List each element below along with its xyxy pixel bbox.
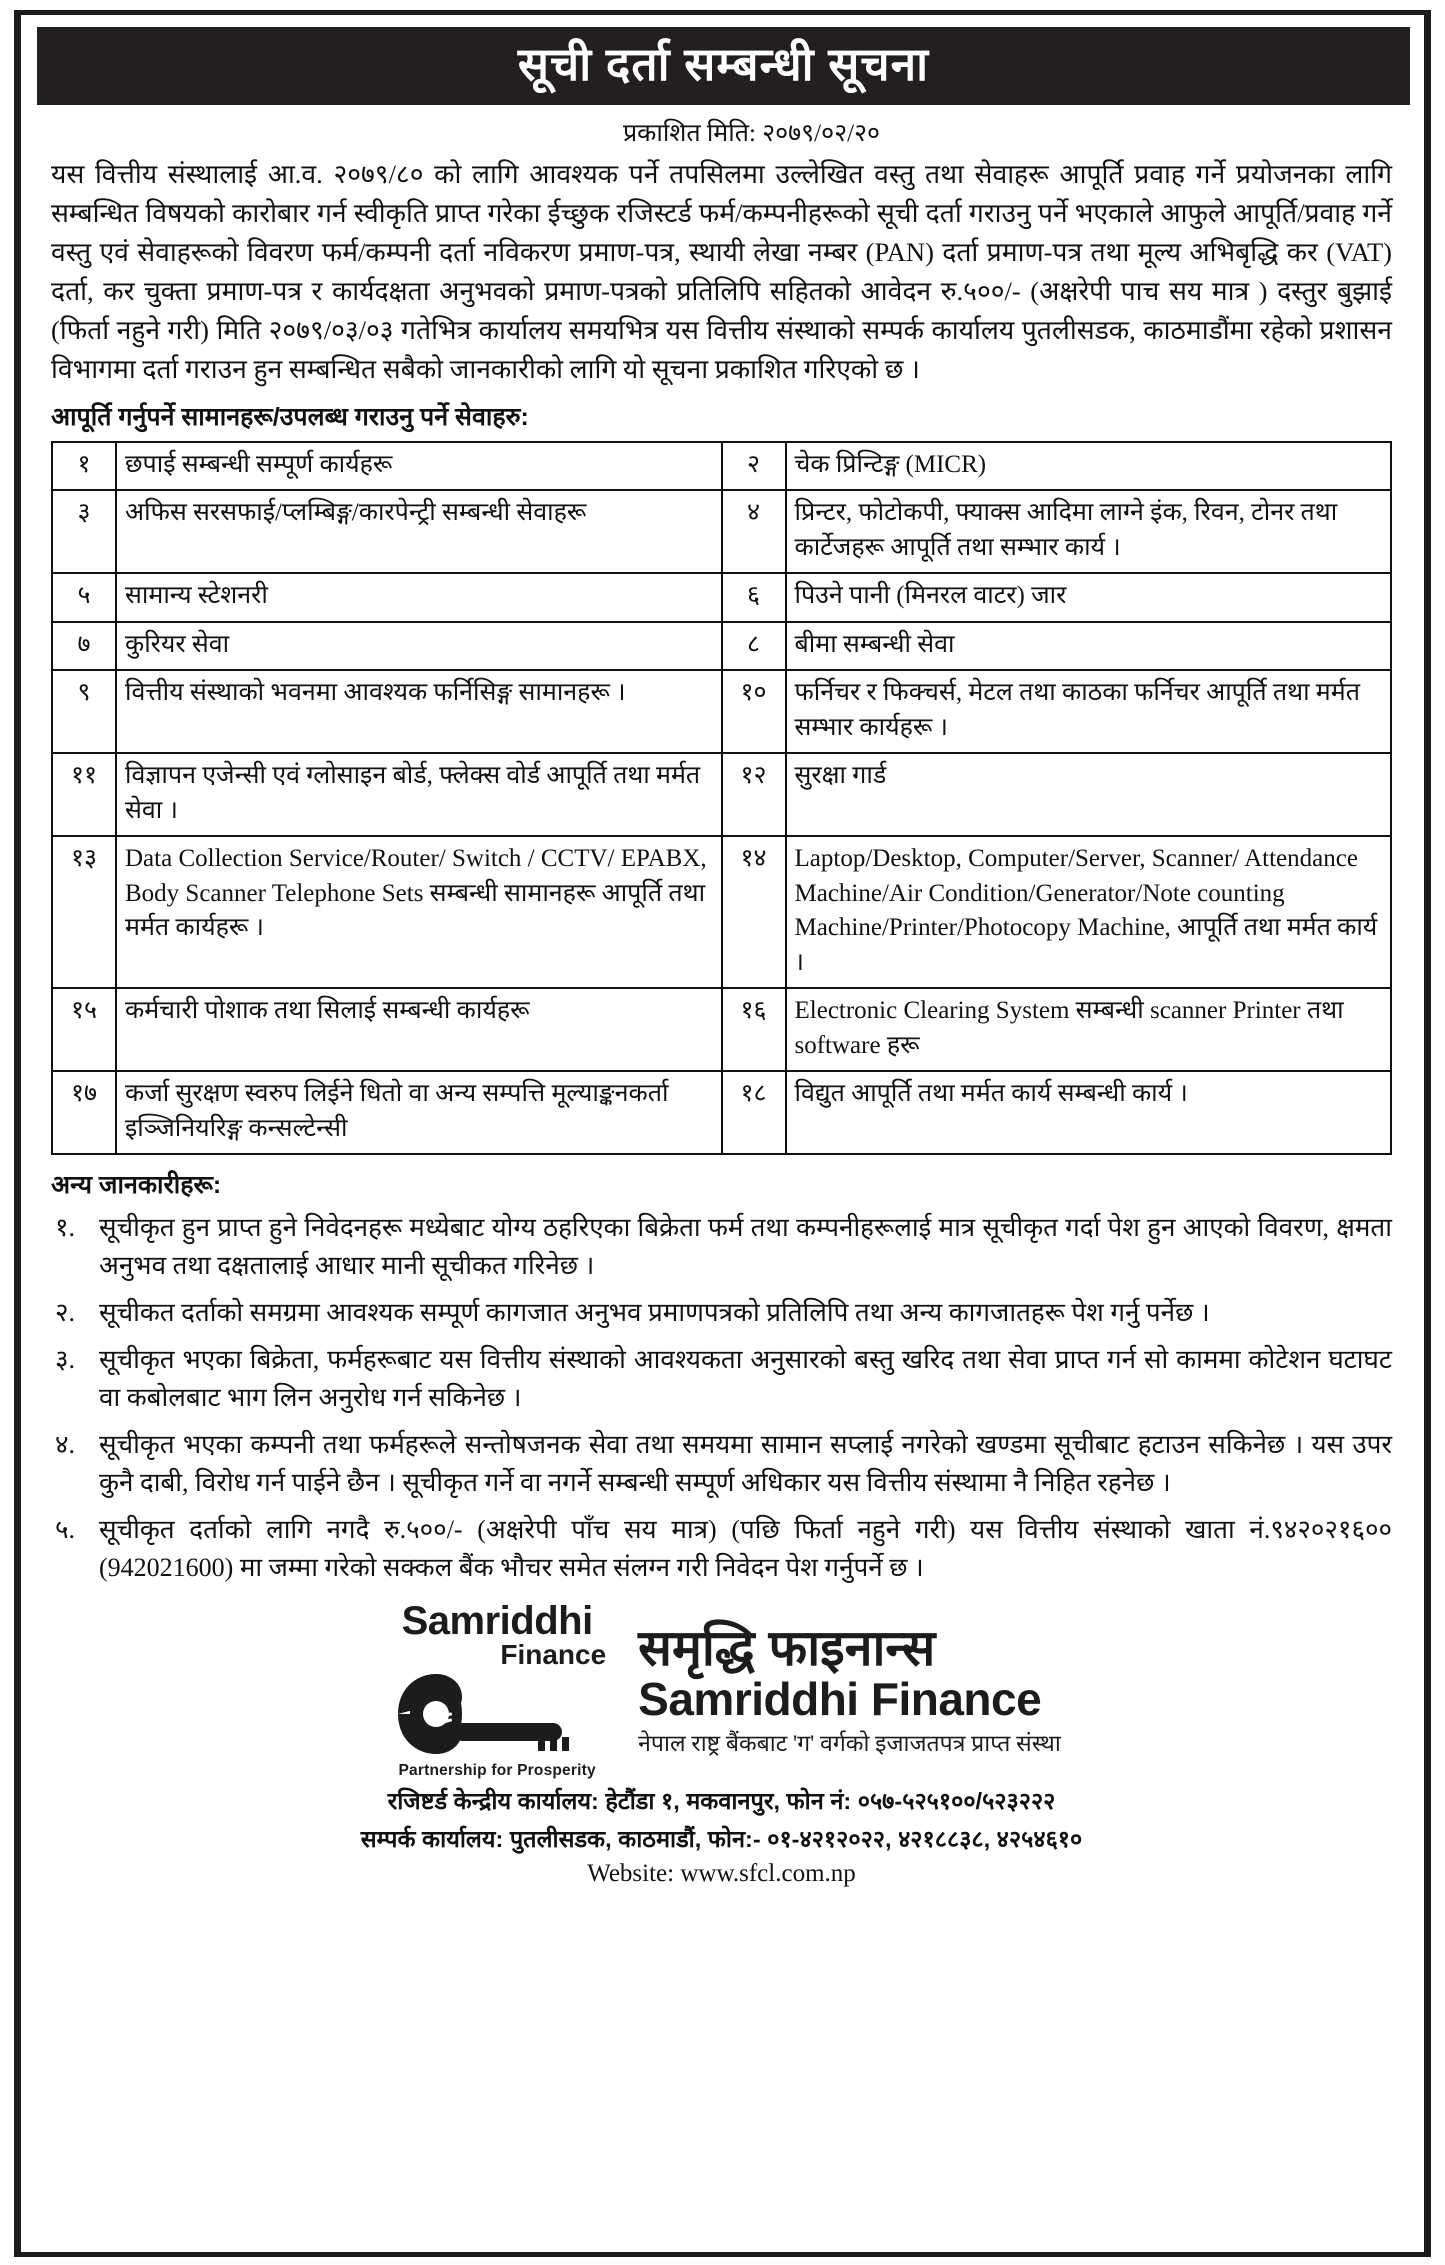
item-number: १४ xyxy=(722,836,786,988)
brand-license-note: नेपाल राष्ट्र बैंकबाट 'ग' वर्गको इजाजतपत्र प्राप्त संस्था xyxy=(638,1730,1061,1756)
table-row xyxy=(52,836,1391,988)
brand-row xyxy=(45,1598,1398,1779)
item-description: सुरक्षा गार्ड xyxy=(786,753,1392,836)
item-description: अफिस सरसफाई/प्लम्बिङ्ग/कारपेन्ट्री सम्बन्धी सेवाहरू xyxy=(116,490,722,573)
table-row xyxy=(52,573,1391,622)
list-item-marker: २. xyxy=(55,1298,76,1328)
item-description: विद्युत आपूर्ति तथा मर्मत कार्य सम्बन्धी कार्य । xyxy=(786,1071,1392,1154)
list-item-text: सूचीकृत हुन प्राप्त हुने निवेदनहरू मध्येबाट योग्य ठहरिएका बिक्रेता फर्म तथा कम्पनीहरूलाई मात्र सूचीकृत गर्दा पेश हुन आएको विवरण, क्षमता अनुभव तथा दक्षतालाई आधार मानी सूचीकत गरिनेछ । xyxy=(99,1213,1392,1281)
item-number: १३ xyxy=(52,836,116,988)
list-item xyxy=(51,1341,1392,1417)
table-row xyxy=(52,622,1391,671)
item-description: चेक प्रिन्टिङ्ग (MICR) xyxy=(786,442,1392,491)
list-item-text: सूचीकृत दर्ताको लागि नगदै रु.५००/- (अक्षरेपी पाँच सय मात्र) (पछि फिर्ता नहुने गरी) यस वित्तीय संस्थाको खाता नं.९४२०२१६०० (942021600) मा जम्मा गरेको सक्कल बैंक भौचर समेत संलग्न गरी निवेदन पेश गर्नुपर्ने छ । xyxy=(99,1514,1392,1582)
list-item xyxy=(51,1426,1392,1502)
list-item xyxy=(51,1209,1392,1285)
brand-name-english: Samriddhi Finance xyxy=(638,1673,1042,1726)
item-description: कुरियर सेवा xyxy=(116,622,722,671)
published-date: प्रकाशित मिति: २०७९/०२/२० xyxy=(622,120,881,147)
item-number: ३ xyxy=(52,490,116,573)
list-item-text: सूचीकत दर्ताको समग्रमा आवश्यक सम्पूर्ण कागजात अनुभव प्रमाणपत्रको प्रतिलिपि तथा अन्य कागजातहरू पेश गर्नु पर्नेछ । xyxy=(99,1298,1210,1328)
list-item-marker: ३. xyxy=(55,1345,76,1375)
item-number: ६ xyxy=(722,573,786,622)
item-number: ५ xyxy=(52,573,116,622)
header-banner xyxy=(37,27,1410,105)
item-number: २ xyxy=(722,442,786,491)
list-item-text: सूचीकृत भएका कम्पनी तथा फर्महरूले सन्तोषजनक सेवा तथा समयमा सामान सप्लाई नगरेको खण्डमा सूचीबाट हटाउन सकिनेछ । यस उपर कुनै दाबी, विरोध गर्न पाईने छैन । सूचीकृत गर्ने वा नगर्ने सम्बन्धी सम्पूर्ण अधिकार यस वित्तीय संस्थामा नै निहित रहनेछ । xyxy=(99,1429,1392,1497)
item-number: ७ xyxy=(52,622,116,671)
list-item-marker: ४. xyxy=(55,1429,76,1459)
contact-office-line: सम्पर्क कार्यालय: पुतलीसडक, काठमाडौं, फोन:- ०१-४२१२०२२, ४२१८८३८, ४२५४६१० xyxy=(360,1826,1083,1853)
item-description: छपाई सम्बन्धी सम्पूर्ण कार्यहरू xyxy=(116,442,722,491)
item-description: Electronic Clearing System सम्बन्धी scanner Printer तथा software हरू xyxy=(786,988,1392,1071)
samriddhi-logo xyxy=(382,1598,612,1779)
intro-paragraph: यस वित्तीय संस्थालाई आ.व. २०७९/८० को लागि आवश्यक पर्ने तपसिलमा उल्लेखित वस्तु तथा सेवाहरू आपूर्ति प्रवाह गर्ने प्रयोजनका लागि सम्बन्धित विषयको कारोबार गर्न स्वीकृति प्राप्त गरेका ईच्छुक रजिस्टर्ड फर्म/कम्पनीहरूको सूची दर्ता गराउनु पर्ने भएकाले आफुले आपूर्ति/प्रवाह गर्ने वस्तु एवं सेवाहरूको विवरण फर्म/कम्पनी दर्ता नविकरण प्रमाण-पत्र, स्थायी लेखा नम्बर (PAN) दर्ता प्रमाण-पत्र तथा मूल्य अभिबृद्धि कर (VAT) दर्ता, कर चुक्ता प्रमाण-पत्र र कार्यदक्षता अनुभवको प्रमाण-पत्रको प्रतिलिपि सहितको आवेदन रु.५००/- (अक्षरेपी पाच सय मात्र ) दस्तुर बुझाई (फिर्ता नहुने गरी) मिति २०७९/०३/०३ गतेभित्र कार्यालय समयभित्र यस वित्तीय संस्थाको सम्पर्क कार्यालय पुतलीसडक, काठमाडौंमा रहेको प्रशासन विभागमा दर्ता गराउन हुन सम्बन्धित सबैको जानकारीको लागि यो सूचना प्रकाशित गरिएको छ । xyxy=(51,159,1392,384)
brand-name-nepali: समृद्धि फाइनान्स xyxy=(638,1620,936,1677)
list-item-marker: १. xyxy=(55,1213,76,1243)
registered-office-line: रजिष्टर्ड केन्द्रीय कार्यालय: हेटौंडा १, मकवानपुर, फोन नं: ०५७-५२५१००/५२३२२२ xyxy=(387,1788,1056,1815)
item-description: सामान्य स्टेशनरी xyxy=(116,573,722,622)
item-number: १६ xyxy=(722,988,786,1071)
item-number: ८ xyxy=(722,622,786,671)
items-section-label: आपूर्ति गर्नुपर्ने सामानहरू/उपलब्ध गराउनु पर्ने सेवाहरु: xyxy=(51,402,529,431)
other-info-list xyxy=(51,1209,1392,1587)
item-description: पिउने पानी (मिनरल वाटर) जार xyxy=(786,573,1392,622)
page-border xyxy=(14,10,1431,2257)
supply-items-table xyxy=(51,441,1392,1156)
brand-text xyxy=(638,1621,1061,1757)
table-row xyxy=(52,490,1391,573)
table-row xyxy=(52,442,1391,491)
item-description: Data Collection Service/Router/ Switch / CCTV/ EPABX, Body Scanner Telephone Sets सम्बन्धी सामानहरू आपूर्ति तथा मर्मत कार्यहरू । xyxy=(116,836,722,988)
page-title: सूची दर्ता सम्बन्धी सूचना xyxy=(517,38,930,90)
item-description: कर्मचारी पोशाक तथा सिलाई सम्बन्धी कार्यहरू xyxy=(116,988,722,1071)
item-description: विज्ञापन एजेन्सी एवं ग्लोसाइन बोर्ड, फ्लेक्स वोर्ड आपूर्ति तथा मर्मत सेवा । xyxy=(116,753,722,836)
item-number: १७ xyxy=(52,1071,116,1154)
table-row xyxy=(52,988,1391,1071)
key-icon xyxy=(382,1671,612,1761)
item-number: ४ xyxy=(722,490,786,573)
list-item-marker: ५. xyxy=(55,1514,76,1544)
logo-wordmark: Samriddhi xyxy=(401,1598,593,1643)
item-description: फर्निचर र फिक्चर्स, मेटल तथा काठका फर्निचर आपूर्ति तथा मर्मत सम्भार कार्यहरू । xyxy=(786,670,1392,753)
list-item-text: सूचीकृत भएका बिक्रेता, फर्महरूबाट यस वित्तीय संस्थाको आवश्यकता अनुसारको बस्तु खरिद तथा सेवा प्राप्त गर्न सो काममा कोटेशन घटाघट वा कबोलबाट भाग लिन अनुरोध गर्न सकिनेछ । xyxy=(99,1345,1392,1413)
table-row xyxy=(52,1071,1391,1154)
item-description: कर्जा सुरक्षण स्वरुप लिईने धितो वा अन्य सम्पत्ति मूल्याङ्कनकर्ता इञ्जिनियरिङ्ग कन्सल्टेन्सी xyxy=(116,1071,722,1154)
item-number: १५ xyxy=(52,988,116,1071)
table-row xyxy=(52,753,1391,836)
item-number: १८ xyxy=(722,1071,786,1154)
item-number: ९ xyxy=(52,670,116,753)
item-number: १ xyxy=(52,442,116,491)
website-line[interactable]: Website: www.sfcl.com.np xyxy=(587,1860,856,1888)
list-item xyxy=(51,1294,1392,1332)
item-number: १२ xyxy=(722,753,786,836)
item-description: बीमा सम्बन्धी सेवा xyxy=(786,622,1392,671)
table-row xyxy=(52,670,1391,753)
footer xyxy=(45,1598,1398,1889)
list-item xyxy=(51,1511,1392,1587)
supply-items-body xyxy=(52,442,1391,1155)
item-description: वित्तीय संस्थाको भवनमा आवश्यक फर्निसिङ्ग सामानहरू । xyxy=(116,670,722,753)
item-description: Laptop/Desktop, Computer/Server, Scanner/ Attendance Machine/Air Condition/Generator/Note counting Machine/Printer/Photocopy Machine, आपूर्ति तथा मर्मत कार्य । xyxy=(786,836,1392,988)
other-info-label: अन्य जानकारीहरू: xyxy=(51,1171,222,1200)
logo-tagline: Partnership for Prosperity xyxy=(398,1761,596,1779)
item-number: १० xyxy=(722,670,786,753)
logo-subword: Finance xyxy=(500,1638,607,1670)
item-description: प्रिन्टर, फोटोकपी, फ्याक्स आदिमा लाग्ने इंक, रिवन, टोनर तथा कार्टेजहरू आपूर्ति तथा सम्भार कार्य । xyxy=(786,490,1392,573)
item-number: ११ xyxy=(52,753,116,836)
